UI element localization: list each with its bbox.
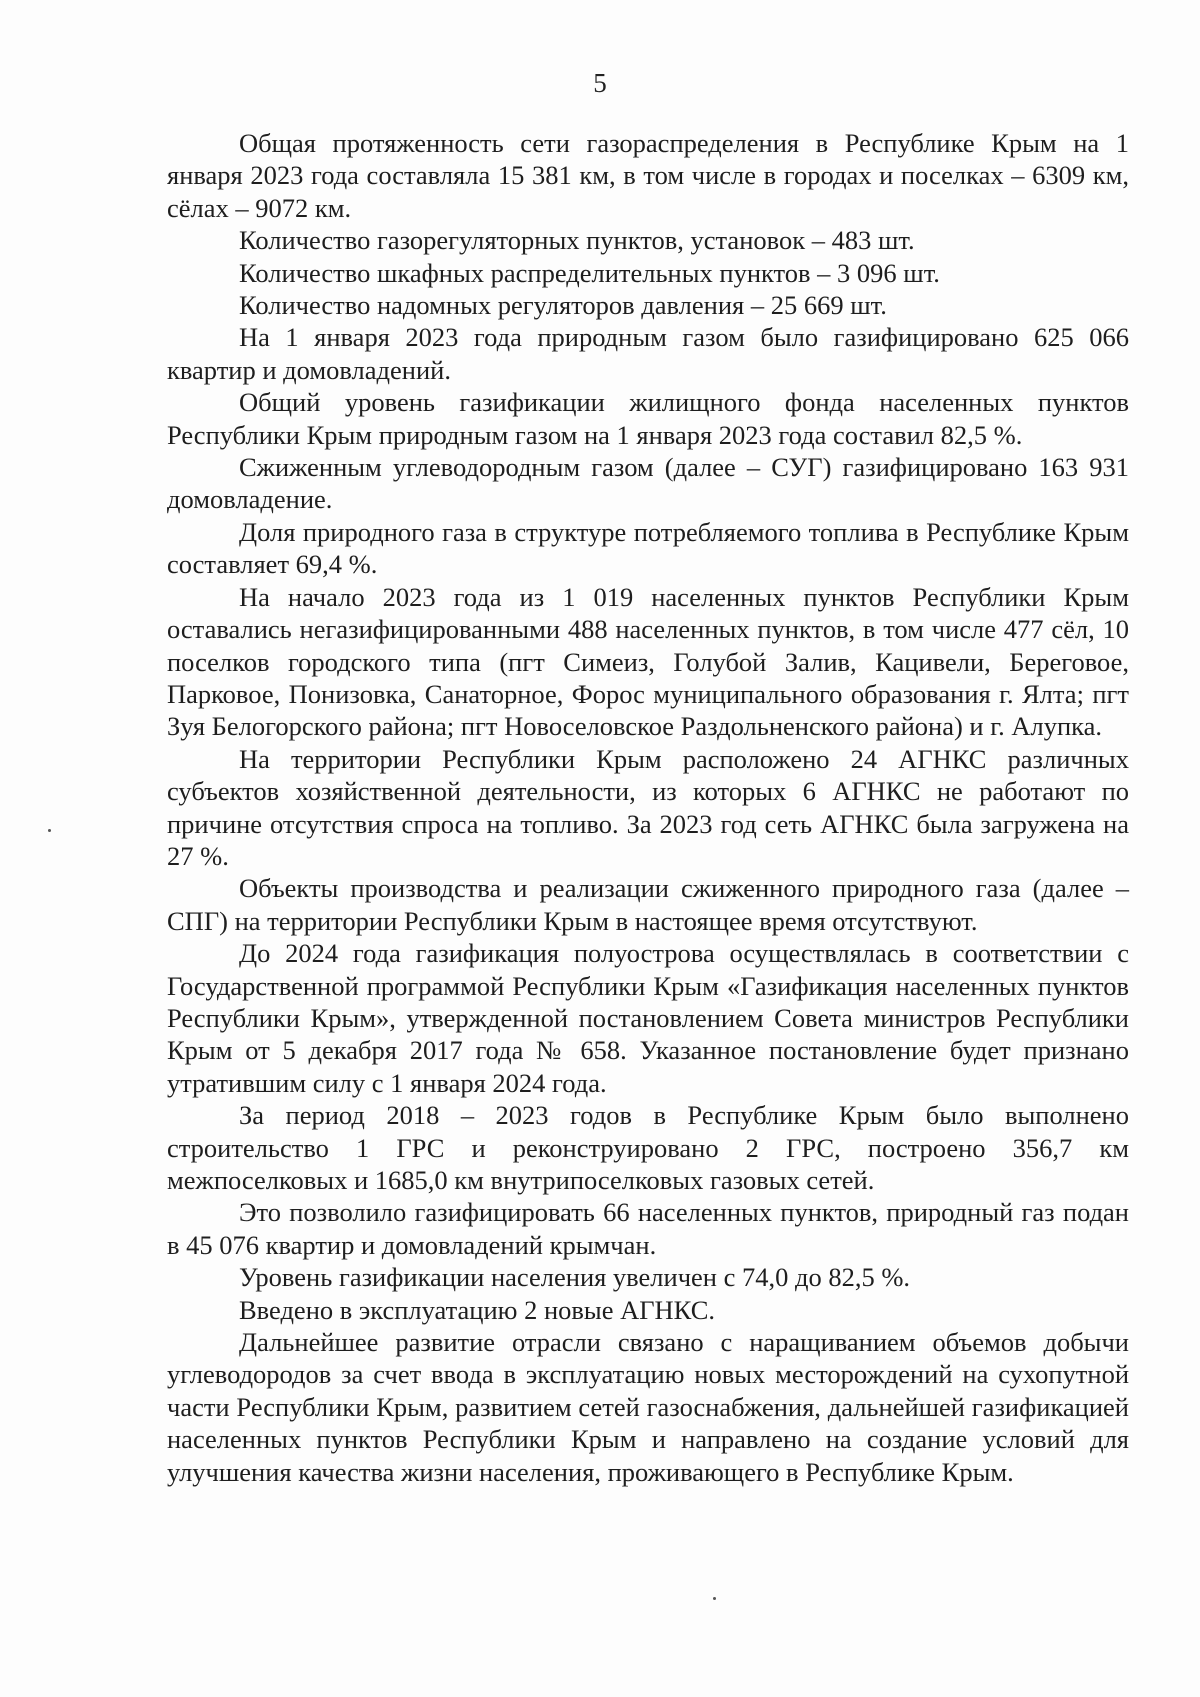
paragraph: Сжиженным углеводородным газом (далее – СУГ) газифицировано 163 931 домовладение. [167, 452, 1129, 515]
paragraph: Уровень газификации населения увеличен с 74,0 до 82,5 %. [239, 1262, 911, 1293]
paragraph: До 2024 года газификация полуострова осуществлялась в соответствии с Государственной программой Республики Крым «Газификация населенных пунктов Республики Крым», утвержденной постановлением Совета министров Республики Крым от 5 декабря 2017 года № 658. Указанное постановление будет признано утратившим силу с 1 января 2024 года. [167, 938, 1129, 1098]
paragraph: Количество шкафных распределительных пунктов – 3 096 шт. [239, 257, 940, 288]
paragraph: Количество газорегуляторных пунктов, установок – 483 шт. [239, 225, 915, 256]
paragraph: Введено в эксплуатацию 2 новые АГНКС. [239, 1294, 715, 1325]
paragraph: На территории Республики Крым расположено 24 АГНКС различных субъектов хозяйственной деятельности, из которых 6 АГНКС не работают по причине отсутствия спроса на топливо. За 2023 год сеть АГНКС была загружена на 27 %. [167, 743, 1129, 871]
paragraph: Общий уровень газификации жилищного фонда населенных пунктов Республики Крым природным газом на 1 января 2023 года составил 82,5 %. [167, 387, 1129, 450]
paragraph: За период 2018 – 2023 годов в Республике Крым было выполнено строительство 1 ГРС и реконструировано 2 ГРС, построено 356,7 км межпоселковых и 1685,0 км внутрипоселковых газовых сетей. [167, 1100, 1129, 1195]
paragraph: Количество надомных регуляторов давления – 25 669 шт. [239, 290, 887, 321]
paragraph: Общая протяженность сети газораспределения в Республике Крым на 1 января 2023 года составляла 15 381 км, в том числе в городах и поселках – 6309 км, сёлах – 9072 км. [167, 128, 1129, 223]
paragraph: На 1 января 2023 года природным газом было газифицировано 625 066 квартир и домовладений. [167, 322, 1129, 385]
page-number: 5 [593, 68, 607, 98]
paragraph: На начало 2023 года из 1 019 населенных пунктов Республики Крым оставались негазифицированными 488 населенных пунктов, в том числе 477 сёл, 10 поселков городского типа (пгт Симеиз, Голубой Залив, Кацивели, Береговое, Парковое, Понизовка, Санаторное, Форос муниципального образования г. Ялта; пгт Зуя Белогорского района; пгт Новоселовское Раздольненского района) и г. Алупка. [167, 581, 1129, 742]
scan-speck [713, 1597, 716, 1600]
scan-speck [48, 829, 51, 832]
paragraph: Это позволило газифицировать 66 населенных пунктов, природный газ подан в 45 076 квартир и домовладений крымчан. [167, 1197, 1129, 1260]
paragraph: Объекты производства и реализации сжиженного природного газа (далее – СПГ) на территории Республики Крым в настоящее время отсутствуют. [167, 873, 1129, 936]
paragraph: Дальнейшее развитие отрасли связано с наращиванием объемов добычи углеводородов за счет ввода в эксплуатацию новых месторождений на сухопутной части Республики Крым, развитием сетей газоснабжения, дальнейшей газификацией населенных пунктов Республики Крым и направлено на создание условий для улучшения качества жизни населения, проживающего в Республике Крым. [167, 1327, 1129, 1487]
document-body [167, 127, 1129, 1488]
paragraph: Доля природного газа в структуре потребляемого топлива в Республике Крым составляет 69,4 %. [167, 516, 1129, 580]
